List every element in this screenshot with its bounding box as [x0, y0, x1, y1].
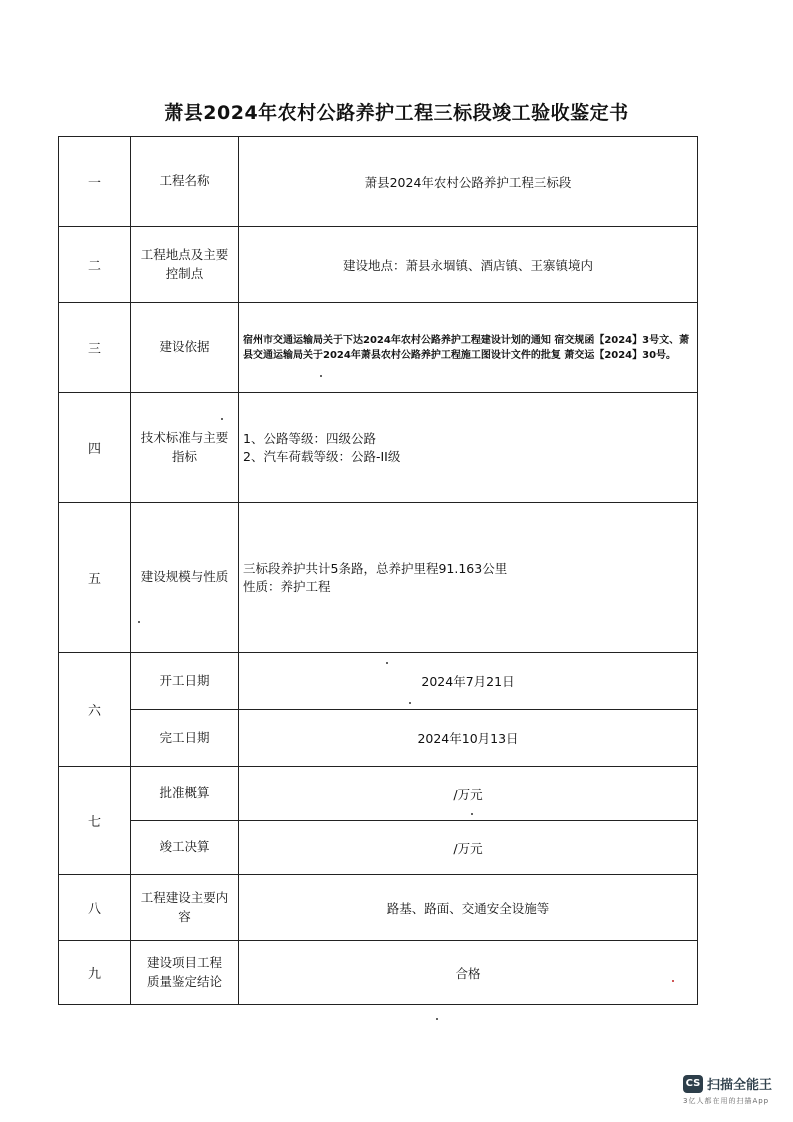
row-label: 工程名称: [131, 137, 239, 227]
final-accounts-value: /万元: [239, 821, 698, 875]
table-row: [59, 710, 698, 767]
table-row: [59, 503, 698, 653]
row-label: 建设依据: [131, 303, 239, 393]
row-number: 四: [59, 393, 131, 503]
project-name-value: 萧县2024年农村公路养护工程三标段: [239, 137, 698, 227]
document-title: 萧县2024年农村公路养护工程三标段竣工验收鉴定书: [164, 102, 629, 124]
scan-speck: [138, 621, 140, 623]
row-label-line: 质量鉴定结论: [146, 973, 222, 989]
technical-standard-line: 2、汽车荷载等级：公路-II级: [243, 448, 401, 464]
approved-budget-value: /万元: [239, 767, 698, 821]
table-row: [59, 941, 698, 1005]
technical-standard-line: 1、公路等级：四级公路: [243, 431, 376, 446]
scan-speck: [471, 813, 473, 815]
scan-speck: [672, 980, 674, 982]
row-number: 三: [59, 303, 131, 393]
acceptance-form-table: [58, 136, 698, 1005]
scanner-app-name: 扫描全能王: [707, 1078, 773, 1093]
scanner-watermark: [683, 1074, 783, 1106]
row-label: [131, 941, 239, 1005]
row-label: 开工日期: [131, 653, 239, 710]
table-row: [59, 653, 698, 710]
row-number: 二: [59, 227, 131, 303]
main-content-value: 路基、路面、交通安全设施等: [239, 875, 698, 941]
start-date-value: 2024年7月21日: [239, 653, 698, 710]
row-label: 竣工决算: [131, 821, 239, 875]
row-number: 六: [59, 653, 131, 767]
scan-speck: [436, 1018, 438, 1020]
project-location-value: 建设地点：萧县永堌镇、酒店镇、王寨镇境内: [239, 227, 698, 303]
table-row: [59, 137, 698, 227]
row-number: 八: [59, 875, 131, 941]
nature-line: 性质：养护工程: [243, 578, 331, 594]
row-number: 九: [59, 941, 131, 1005]
row-label: 工程建设主要内容: [131, 875, 239, 941]
table-row: [59, 875, 698, 941]
scan-speck: [221, 418, 223, 420]
scanner-tagline: 3亿人都在用的扫描App: [683, 1097, 770, 1105]
construction-basis-value: 宿州市交通运输局关于下达2024年农村公路养护工程建设计划的通知 宿交规函【2024】3号文、萧县交通运输局关于2024年萧县农村公路养护工程施工图设计文件的批复 萧交运【2024】30号。: [239, 303, 698, 393]
row-label: 技术标准与主要指标: [131, 393, 239, 503]
completion-date-value: 2024年10月13日: [239, 710, 698, 767]
row-label-line: 建设项目工程: [146, 955, 222, 971]
scan-speck: [409, 702, 411, 704]
table-row: [59, 393, 698, 503]
row-number: 五: [59, 503, 131, 653]
scanner-logo-icon: CS: [683, 1075, 703, 1093]
quality-conclusion-value: 合格: [239, 941, 698, 1005]
row-number: 一: [59, 137, 131, 227]
technical-standards-value: [239, 393, 698, 503]
scale-nature-value: [239, 503, 698, 653]
table-row: [59, 303, 698, 393]
row-label: 完工日期: [131, 710, 239, 767]
scale-line: 三标段养护共计5条路，总养护里程91.163公里: [243, 561, 508, 576]
table-row: [59, 767, 698, 821]
table-row: [59, 821, 698, 875]
table-row: [59, 227, 698, 303]
scan-speck: [386, 662, 388, 664]
row-label: 工程地点及主要控制点: [131, 227, 239, 303]
row-number: 七: [59, 767, 131, 875]
row-label: 建设规模与性质: [131, 503, 239, 653]
row-label: 批准概算: [131, 767, 239, 821]
scan-speck: [320, 375, 322, 377]
